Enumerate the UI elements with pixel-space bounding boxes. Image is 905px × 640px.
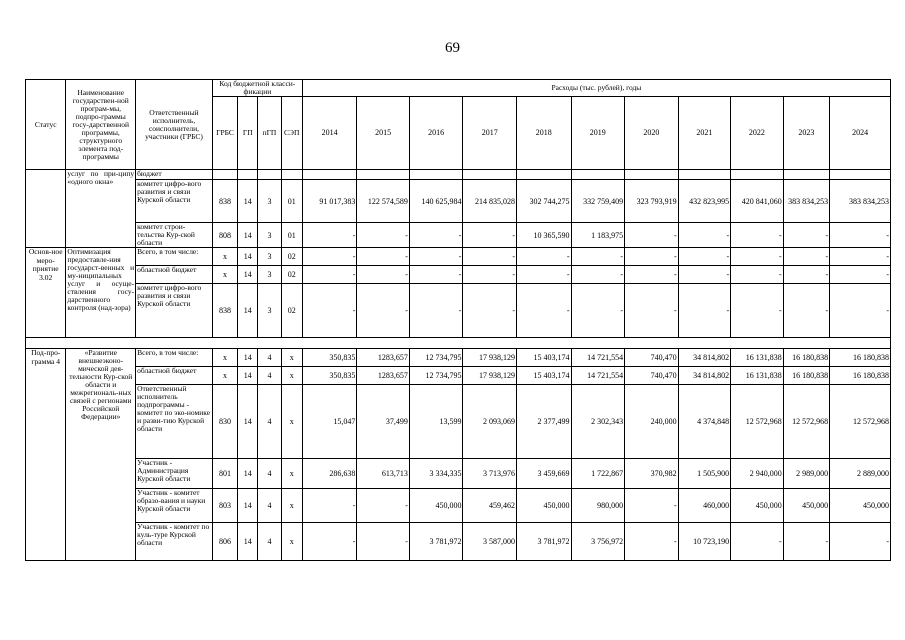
value-cell: - xyxy=(625,489,679,523)
value-cell: - xyxy=(571,248,625,266)
code-cell: х xyxy=(281,349,302,367)
value-cell: 16 180,838 xyxy=(783,349,829,367)
value-cell: - xyxy=(409,266,463,284)
executor-cell: Участник - комитет образо-вания и науки Курской области xyxy=(136,489,213,523)
header-code: ГП xyxy=(238,97,258,170)
value-cell: 10 723,190 xyxy=(678,523,731,561)
executor-cell: Участник - Администрация Курской области xyxy=(136,459,213,489)
value-cell xyxy=(302,170,357,180)
value-cell: 16 131,838 xyxy=(731,349,784,367)
status-cell: Основ-ное меро-приятие 3.02 xyxy=(26,248,66,338)
value-cell: 16 180,838 xyxy=(830,349,891,367)
code-cell: 3 xyxy=(258,284,281,338)
code-cell: х xyxy=(281,489,302,523)
value-cell: 12 572,968 xyxy=(830,385,891,459)
value-cell: 613,713 xyxy=(357,459,410,489)
code-cell: 3 xyxy=(258,180,281,223)
code-cell: 14 xyxy=(238,248,258,266)
executor-cell: комитет цифро-вого развития и связи Курской области xyxy=(136,180,213,223)
header-year: 2024 xyxy=(830,97,891,170)
value-cell: - xyxy=(625,523,679,561)
value-cell xyxy=(409,170,463,180)
table-row xyxy=(26,349,891,367)
value-cell: 34 814,802 xyxy=(678,349,731,367)
code-cell: 838 xyxy=(212,284,237,338)
code-cell: 14 xyxy=(238,385,258,459)
code-cell: 14 xyxy=(238,284,258,338)
value-cell: 17 938,129 xyxy=(463,367,517,385)
value-cell xyxy=(357,170,410,180)
value-cell: - xyxy=(830,523,891,561)
header-status: Статус xyxy=(26,80,66,170)
code-cell xyxy=(281,170,302,180)
value-cell: - xyxy=(463,266,517,284)
value-cell: - xyxy=(302,489,357,523)
value-cell: 122 574,589 xyxy=(357,180,410,223)
code-cell xyxy=(212,170,237,180)
value-cell: - xyxy=(783,523,829,561)
code-cell: 3 xyxy=(258,223,281,248)
value-cell: 2 889,000 xyxy=(830,459,891,489)
value-cell: - xyxy=(463,223,517,248)
code-cell: 01 xyxy=(281,223,302,248)
header-year: 2019 xyxy=(571,97,625,170)
value-cell xyxy=(516,170,571,180)
value-cell: 450,000 xyxy=(516,489,571,523)
value-cell: - xyxy=(783,266,829,284)
value-cell: - xyxy=(678,266,731,284)
value-cell xyxy=(678,170,731,180)
page-number: 69 xyxy=(445,40,460,56)
value-cell: 2 377,499 xyxy=(516,385,571,459)
budget-table xyxy=(25,79,891,561)
status-cell xyxy=(26,170,66,248)
value-cell: 3 713,976 xyxy=(463,459,517,489)
value-cell: 740,470 xyxy=(625,349,679,367)
value-cell: - xyxy=(678,223,731,248)
value-cell: 15,047 xyxy=(302,385,357,459)
value-cell xyxy=(731,170,784,180)
value-cell: 2 302,343 xyxy=(571,385,625,459)
value-cell: - xyxy=(357,523,410,561)
value-cell: - xyxy=(678,284,731,338)
value-cell: - xyxy=(830,284,891,338)
value-cell: - xyxy=(516,284,571,338)
value-cell: - xyxy=(357,489,410,523)
value-cell: - xyxy=(731,248,784,266)
code-cell: х xyxy=(281,459,302,489)
code-cell: х xyxy=(212,349,237,367)
value-cell xyxy=(463,170,517,180)
value-cell: - xyxy=(302,248,357,266)
value-cell: - xyxy=(516,266,571,284)
code-cell: 4 xyxy=(258,349,281,367)
header-code: СЭП xyxy=(281,97,302,170)
value-cell: - xyxy=(731,523,784,561)
value-cell: - xyxy=(409,223,463,248)
value-cell: - xyxy=(302,223,357,248)
header-row-1 xyxy=(26,80,891,97)
value-cell: 3 756,972 xyxy=(571,523,625,561)
value-cell: - xyxy=(302,284,357,338)
value-cell xyxy=(783,170,829,180)
value-cell: 420 841,060 xyxy=(731,180,784,223)
value-cell: 10 365,590 xyxy=(516,223,571,248)
value-cell: 459,462 xyxy=(463,489,517,523)
header-year: 2021 xyxy=(678,97,731,170)
executor-cell: областной бюджет xyxy=(136,367,213,385)
table-row xyxy=(26,385,891,459)
value-cell: - xyxy=(783,284,829,338)
value-cell: - xyxy=(357,223,410,248)
code-cell: 14 xyxy=(238,367,258,385)
executor-cell: комитет строи-тельства Кур-ской области xyxy=(136,223,213,248)
value-cell: 34 814,802 xyxy=(678,367,731,385)
value-cell: - xyxy=(625,284,679,338)
value-cell: 1283,657 xyxy=(357,349,410,367)
header-year: 2018 xyxy=(516,97,571,170)
name-cell: Оптимизация предоставле-ния государст-венных и му-ниципальных услуг и осуще-ствления госу-дарственного контроля (над-зора) xyxy=(66,248,136,338)
value-cell: - xyxy=(357,266,410,284)
value-cell: - xyxy=(678,248,731,266)
value-cell: 240,000 xyxy=(625,385,679,459)
code-cell: 14 xyxy=(238,223,258,248)
code-cell: х xyxy=(212,266,237,284)
code-cell: 4 xyxy=(258,385,281,459)
header-year: 2017 xyxy=(463,97,517,170)
code-cell: 803 xyxy=(212,489,237,523)
value-cell: 2 989,000 xyxy=(783,459,829,489)
code-cell: 830 xyxy=(212,385,237,459)
table-separator xyxy=(26,338,891,349)
executor-cell: Участник - комитет по куль-туре Курской области xyxy=(136,523,213,561)
code-cell: 14 xyxy=(238,459,258,489)
status-cell: Под-про-грамма 4 xyxy=(26,349,66,561)
code-cell: 14 xyxy=(238,489,258,523)
value-cell: - xyxy=(625,266,679,284)
value-cell: 2 093,069 xyxy=(463,385,517,459)
value-cell: 286,638 xyxy=(302,459,357,489)
code-cell xyxy=(258,170,281,180)
value-cell: 14 721,554 xyxy=(571,367,625,385)
value-cell: - xyxy=(731,266,784,284)
value-cell: 450,000 xyxy=(409,489,463,523)
header-expenses-group: Расходы (тыс. рублей), годы xyxy=(302,80,890,97)
code-cell: 3 xyxy=(258,248,281,266)
executor-cell: Ответственный исполнитель подпрограммы - комитет по эко-номике и разви-тию Курской области xyxy=(136,385,213,459)
value-cell: 12 572,968 xyxy=(783,385,829,459)
header-executor: Ответственный исполнитель, соисполнители, участники (ГРБС) xyxy=(136,80,213,170)
value-cell: 3 587,000 xyxy=(463,523,517,561)
value-cell xyxy=(571,170,625,180)
name-cell: «Развитие внешнеэконо-мической дея-тельности Кур-ской области и межрегиональ-ных связей с регионами Российской Федерации» xyxy=(66,349,136,561)
executor-cell: комитет цифро-вого развития и связи Курской области xyxy=(136,284,213,338)
header-year: 2014 xyxy=(302,97,357,170)
header-code: ГРБС xyxy=(212,97,237,170)
value-cell: 383 834,253 xyxy=(783,180,829,223)
code-cell: 14 xyxy=(238,266,258,284)
value-cell: 3 781,972 xyxy=(409,523,463,561)
code-cell: х xyxy=(281,367,302,385)
code-cell: 838 xyxy=(212,180,237,223)
value-cell: 214 835,028 xyxy=(463,180,517,223)
code-cell: 01 xyxy=(281,180,302,223)
code-cell: 801 xyxy=(212,459,237,489)
code-cell: х xyxy=(281,385,302,459)
table-row xyxy=(26,284,891,338)
value-cell: - xyxy=(409,284,463,338)
value-cell: 302 744,275 xyxy=(516,180,571,223)
code-cell: 14 xyxy=(238,523,258,561)
header-year: 2023 xyxy=(783,97,829,170)
code-cell: 4 xyxy=(258,459,281,489)
value-cell: - xyxy=(357,284,410,338)
code-cell: х xyxy=(212,367,237,385)
value-cell: 15 403,174 xyxy=(516,367,571,385)
code-cell: х xyxy=(281,523,302,561)
value-cell: 460,000 xyxy=(678,489,731,523)
value-cell: - xyxy=(830,223,891,248)
value-cell: - xyxy=(571,266,625,284)
value-cell: - xyxy=(463,284,517,338)
code-cell: х xyxy=(212,248,237,266)
value-cell: 3 781,972 xyxy=(516,523,571,561)
value-cell: 12 734,795 xyxy=(409,367,463,385)
table-row xyxy=(26,223,891,248)
value-cell: - xyxy=(731,223,784,248)
value-cell: 12 572,968 xyxy=(731,385,784,459)
value-cell: 12 734,795 xyxy=(409,349,463,367)
value-cell: 1 183,975 xyxy=(571,223,625,248)
header-year: 2020 xyxy=(625,97,679,170)
code-cell: 4 xyxy=(258,367,281,385)
code-cell: 02 xyxy=(281,248,302,266)
table-row xyxy=(26,180,891,223)
value-cell: 1 505,900 xyxy=(678,459,731,489)
value-cell: - xyxy=(302,266,357,284)
executor-cell: Всего, в том числе: xyxy=(136,349,213,367)
value-cell: 3 334,335 xyxy=(409,459,463,489)
value-cell: - xyxy=(783,223,829,248)
executor-cell: бюджет xyxy=(136,170,213,180)
value-cell: 140 625,984 xyxy=(409,180,463,223)
code-cell: 02 xyxy=(281,284,302,338)
table-row xyxy=(26,367,891,385)
value-cell: 332 759,409 xyxy=(571,180,625,223)
value-cell: 980,000 xyxy=(571,489,625,523)
executor-cell: Всего, в том числе: xyxy=(136,248,213,266)
value-cell: 16 180,838 xyxy=(783,367,829,385)
header-name: Наименование государствен-ной програм-мы, подпро-граммы госу-дарственной программы, структурного элемента под-программы xyxy=(66,80,136,170)
code-cell: 14 xyxy=(238,349,258,367)
value-cell: - xyxy=(830,248,891,266)
value-cell: 2 940,000 xyxy=(731,459,784,489)
header-year: 2015 xyxy=(357,97,410,170)
header-code: пГП xyxy=(258,97,281,170)
value-cell: - xyxy=(625,223,679,248)
code-cell: 808 xyxy=(212,223,237,248)
code-cell: 02 xyxy=(281,266,302,284)
table-row xyxy=(26,459,891,489)
header-year: 2022 xyxy=(731,97,784,170)
value-cell: 370,982 xyxy=(625,459,679,489)
value-cell: 450,000 xyxy=(783,489,829,523)
code-cell xyxy=(238,170,258,180)
value-cell: 350,835 xyxy=(302,349,357,367)
value-cell: - xyxy=(731,284,784,338)
value-cell: 13,599 xyxy=(409,385,463,459)
value-cell: 323 793,919 xyxy=(625,180,679,223)
value-cell: - xyxy=(625,248,679,266)
code-cell: 14 xyxy=(238,180,258,223)
executor-cell: областной бюджет xyxy=(136,266,213,284)
code-cell: 3 xyxy=(258,266,281,284)
table-row xyxy=(26,248,891,266)
value-cell: - xyxy=(409,248,463,266)
table-row xyxy=(26,266,891,284)
value-cell: 14 721,554 xyxy=(571,349,625,367)
value-cell: - xyxy=(783,248,829,266)
value-cell: 17 938,129 xyxy=(463,349,517,367)
value-cell: - xyxy=(571,284,625,338)
value-cell: 15 403,174 xyxy=(516,349,571,367)
value-cell: 16 180,838 xyxy=(830,367,891,385)
name-cell: услуг по при-ципу «одного окна» xyxy=(66,170,136,248)
value-cell xyxy=(830,170,891,180)
value-cell: - xyxy=(357,248,410,266)
value-cell: - xyxy=(463,248,517,266)
value-cell: 383 834,253 xyxy=(830,180,891,223)
header-year: 2016 xyxy=(409,97,463,170)
value-cell: - xyxy=(516,248,571,266)
code-cell: 4 xyxy=(258,489,281,523)
value-cell: 4 374,848 xyxy=(678,385,731,459)
value-cell: - xyxy=(302,523,357,561)
value-cell: 450,000 xyxy=(830,489,891,523)
value-cell: 3 459,669 xyxy=(516,459,571,489)
header-codes-group: Код бюджетной класси-фикации xyxy=(212,80,302,97)
value-cell: 16 131,838 xyxy=(731,367,784,385)
value-cell: - xyxy=(830,266,891,284)
code-cell: 4 xyxy=(258,523,281,561)
value-cell: 91 017,383 xyxy=(302,180,357,223)
value-cell: 450,000 xyxy=(731,489,784,523)
value-cell: 350,835 xyxy=(302,367,357,385)
value-cell: 37,499 xyxy=(357,385,410,459)
value-cell xyxy=(625,170,679,180)
value-cell: 740,470 xyxy=(625,367,679,385)
value-cell: 432 823,995 xyxy=(678,180,731,223)
value-cell: 1283,657 xyxy=(357,367,410,385)
table-row xyxy=(26,170,891,180)
value-cell: 1 722,867 xyxy=(571,459,625,489)
table-row xyxy=(26,489,891,523)
code-cell: 806 xyxy=(212,523,237,561)
table-row xyxy=(26,523,891,561)
